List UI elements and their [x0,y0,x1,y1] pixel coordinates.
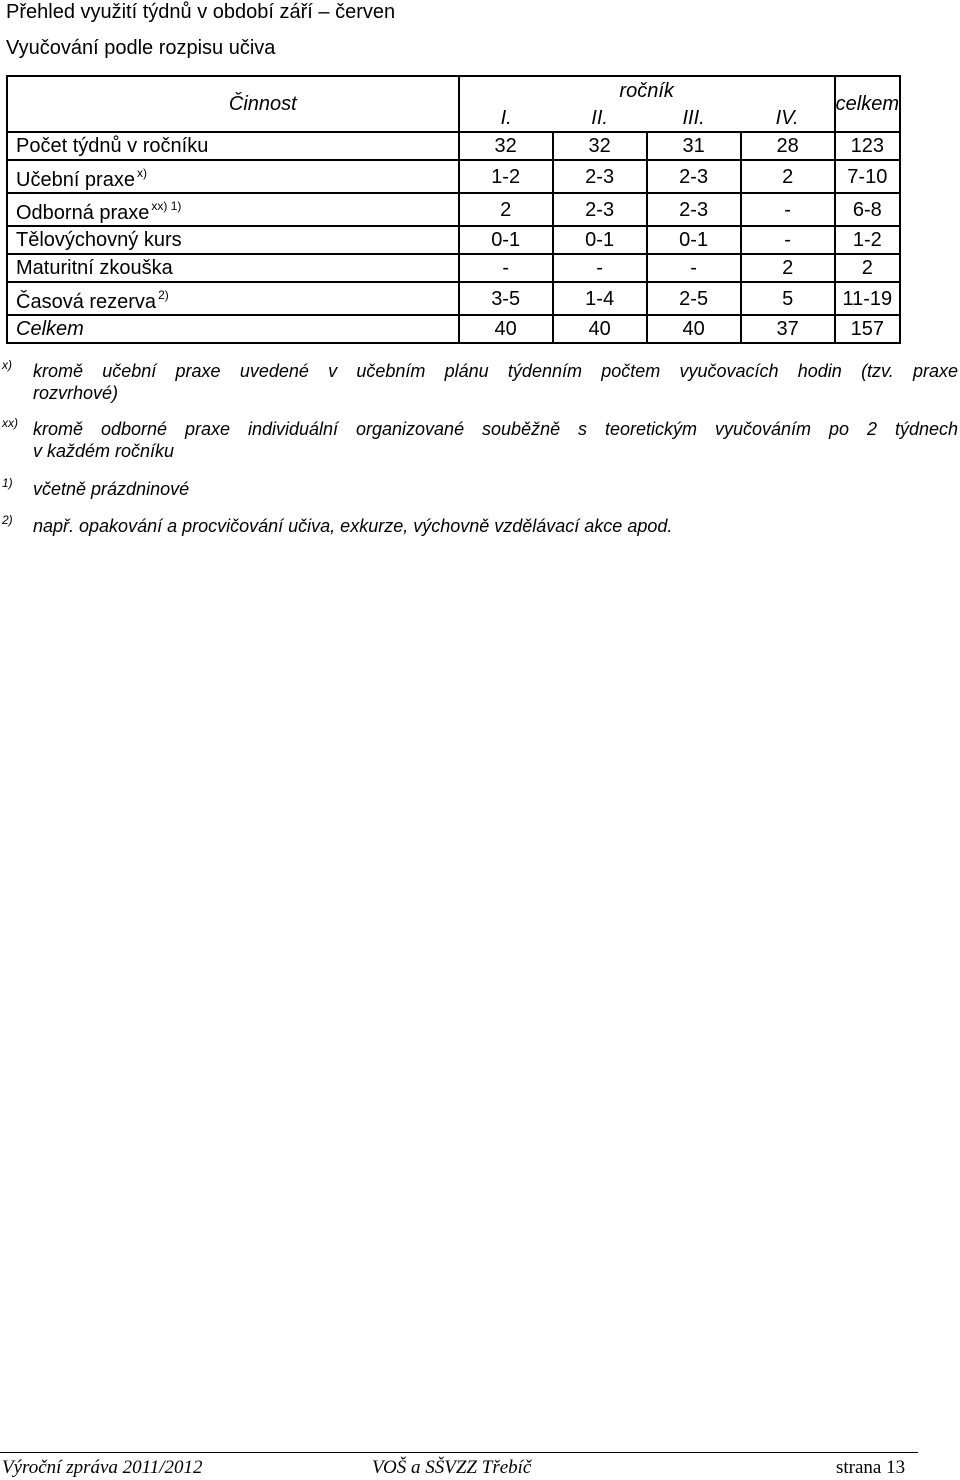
table-row [7,160,900,193]
cell-value: 0-1 [647,226,741,254]
footnote-ref: x) [136,166,147,180]
footnote-text-cont: rozvrhové) [33,383,119,403]
row-label: Tělovýchovný kurs [7,226,459,254]
cell-total: 6-8 [835,193,900,226]
footnote-mark: xx) [2,416,18,430]
section-subtitle: Vyučování podle rozpisu učiva [6,37,276,59]
cell-total: 123 [835,132,900,160]
sum-value: 40 [647,315,741,343]
footnote-text: např. opakování a procvičování učiva, exkurze, výchovně vzdělávací akce apod. [33,516,673,536]
footnote-mark: 1) [2,476,13,490]
cell-total: 1-2 [835,226,900,254]
year-header-1: I. [459,104,553,132]
cell-value: 2-3 [553,193,647,226]
year-header-3: III. [647,104,741,132]
footnote-xx [0,418,958,462]
footnote-text-cont: v každém ročníku [33,441,175,461]
cell-value: 31 [647,132,741,160]
sum-value: 37 [741,315,835,343]
row-label: Časová rezerva $^{2)}$ [7,282,459,315]
row-label: Odborná praxe $^{xx) 1)}$ [7,193,459,226]
cell-total: 2 [835,254,900,282]
sum-row [7,315,900,343]
footnote-text: kromě odborné praxe individuální organizované souběžně s teoretickým vyučováním po 2 týdnech [33,419,958,439]
year-header: ročník [459,76,835,104]
row-label: Učební praxe $^{x)}$ [7,160,459,193]
footnote-mark: x) [2,358,12,372]
table-row [7,132,900,160]
table-row [7,254,900,282]
cell-value: 2-3 [553,160,647,193]
cell-total: 7-10 [835,160,900,193]
sum-total: 157 [850,318,884,340]
footer-school-name: VOŠ a SŠVZZ Třebíč [372,1457,532,1478]
cell-total: 11-19 [835,282,900,315]
cell-value: 5 [741,282,835,315]
cell-value: 2-3 [647,160,741,193]
footnote-2 [0,515,958,537]
table-row [7,226,900,254]
row-label: Maturitní zkouška [7,254,459,282]
cell-value: - [741,226,835,254]
cell-value: 2 [459,193,553,226]
cell-value: 0-1 [459,226,553,254]
footnote-text: kromě učební praxe uvedené v učebním plánu týdenním počtem vyučovacích hodin (tzv. praxe [33,361,958,381]
cell-value: 2-5 [647,282,741,315]
cell-value: - [647,254,741,282]
footnote-1 [0,478,958,500]
row-label: Počet týdnů v ročníku [7,132,459,160]
cell-value: 1-4 [553,282,647,315]
weeks-table [6,75,901,344]
sum-value: 40 [553,315,647,343]
footer-page-number: strana 13 [836,1457,906,1478]
footnote-mark: 2) [2,513,13,527]
cell-value: 2 [741,160,835,193]
footnote-text: včetně prázdninové [33,479,190,499]
table-row [7,282,900,315]
cell-value: 32 [553,132,647,160]
sum-row-label: Celkem [7,315,459,343]
cell-value: 2 [741,254,835,282]
page-footer [0,1452,918,1478]
activity-header: Činnost [7,76,459,132]
cell-value: 28 [741,132,835,160]
cell-value: 0-1 [553,226,647,254]
cell-value: - [553,254,647,282]
table-row [7,193,900,226]
table-header-row [7,76,900,104]
cell-value: - [459,254,553,282]
cell-value: 32 [459,132,553,160]
page-title: Přehled využití týdnů v období září – červen [6,1,396,23]
footnote-ref: xx) 1) [151,199,182,213]
cell-value: 1-2 [459,160,553,193]
year-header-4: IV. [741,104,835,132]
footnote-ref: 2) [158,288,169,302]
cell-value: - [741,193,835,226]
cell-value: 3-5 [459,282,553,315]
footnote-x [0,360,958,404]
year-header-2: II. [553,104,647,132]
footer-report-title: Výroční zpráva 2011/2012 [2,1457,203,1478]
total-header: celkem [835,76,900,132]
cell-value: 2-3 [647,193,741,226]
sum-value: 40 [459,315,553,343]
